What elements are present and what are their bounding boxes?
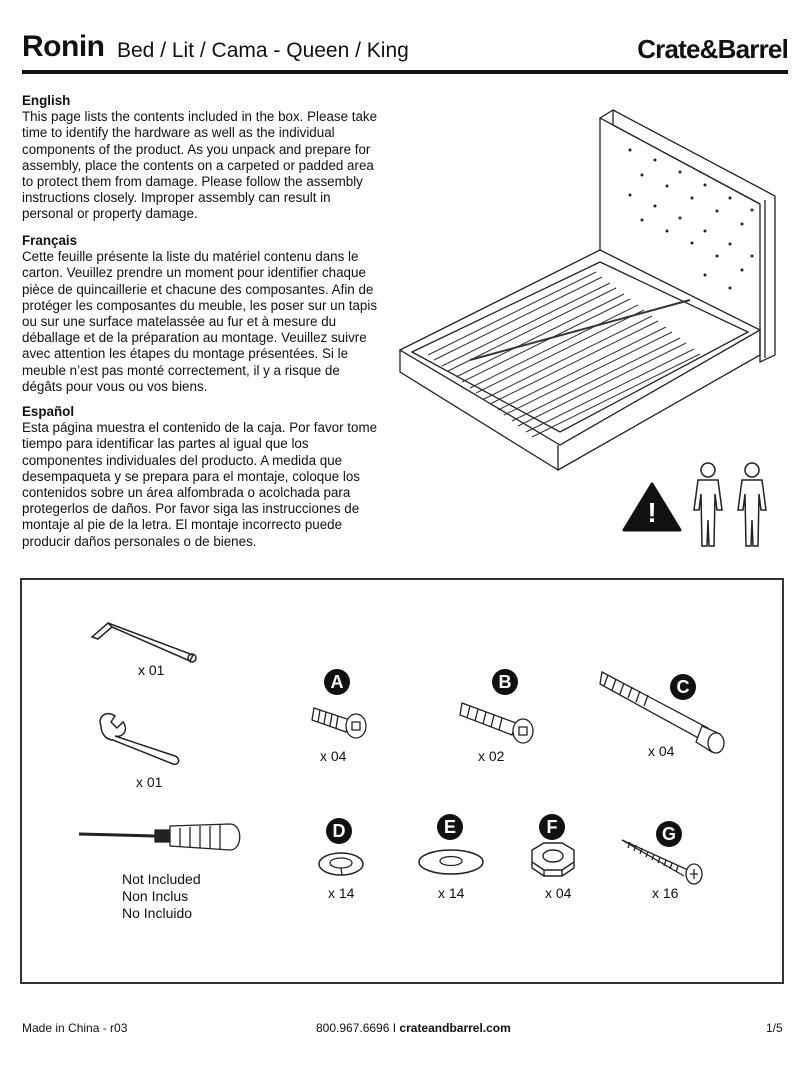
wrench-icon: [95, 710, 185, 765]
not-included-en: Not Included: [122, 871, 201, 887]
wrench-qty: x 01: [136, 774, 163, 790]
screwdriver-icon: [75, 812, 245, 862]
allen-key-icon: [88, 615, 203, 665]
website-link[interactable]: crateandbarrel.com: [399, 1021, 511, 1035]
part-a-qty: x 04: [320, 748, 347, 764]
bolt-a-icon: [310, 700, 370, 740]
page-number: 1/5: [766, 1021, 783, 1035]
not-included-fr: Non Inclus: [122, 888, 189, 904]
part-a-badge: A: [324, 669, 350, 695]
french-body: Cette feuille présente la liste du matériel contenu dans le carton. Veuillez prendre un moment pour identifier chaque pièce de quincaillerie et chacune des composantes. Afin de protéger les composantes du meuble, les poser sur un tapis ou sur une surface matelassée au fur et à mesure du déballage et de la préparation au montage. Veuillez suivre avec attention les étapes du montage présentées. Si le meuble n’est pas monté correctement, il y a risque de dégâts pour vous ou vos biens.: [22, 249, 378, 394]
part-e-badge: E: [437, 814, 463, 840]
english-body: This page lists the contents included in the box. Please take time to identify the hardware as well as the individual components of the product. As you unpack and prepare for assembly, place the contents on a carpeted or padded area to protect them from damage. Please follow the assembly instructions closely. Improper assembly can result in personal or property damage.: [22, 109, 378, 222]
part-d-badge: D: [326, 818, 352, 844]
french-heading: Français: [22, 233, 78, 248]
contact-line: [316, 1021, 511, 1035]
brand-logo: Crate&Barrel: [637, 34, 788, 64]
flat-washer-icon: [416, 847, 486, 877]
part-f-badge: F: [539, 814, 565, 840]
not-included-es: No Incluido: [122, 905, 193, 921]
english-heading: English: [22, 93, 71, 108]
part-f-qty: x 04: [545, 885, 572, 901]
phone-number: 800.967.6696 I: [316, 1021, 400, 1035]
part-d-qty: x 14: [328, 885, 355, 901]
two-person-icon: [690, 458, 780, 553]
hex-nut-icon: [524, 840, 580, 880]
part-e-qty: x 14: [438, 885, 465, 901]
allen-key-qty: x 01: [138, 662, 165, 678]
wood-screw-icon: [618, 836, 708, 886]
bolt-b-icon: [458, 697, 538, 747]
lock-washer-icon: [316, 850, 366, 878]
product-name: Ronin: [22, 30, 105, 63]
screwdriver-note: [122, 871, 201, 922]
part-g-badge: G: [656, 821, 682, 847]
part-c-badge: C: [670, 674, 696, 700]
product-subtitle: Bed / Lit / Cama - Queen / King: [117, 39, 409, 62]
part-b-badge: B: [492, 669, 518, 695]
part-g-qty: x 16: [652, 885, 679, 901]
part-b-qty: x 02: [478, 748, 505, 764]
made-in-label: Made in China - r03: [22, 1021, 128, 1035]
spanish-heading: Español: [22, 404, 75, 419]
part-c-qty: x 04: [648, 743, 675, 759]
spanish-body: Esta página muestra el contenido de la caja. Por favor tome tiempo para identificar las partes al igual que los componentes individuales del producto. A medida que desempaqueta y se prepara para el montaje, coloque los contenidos sobre un área alfombrada o acolchada para protegerlos de daños. Por favor siga las instrucciones de montaje al pie de la letra. El montaje incorrecto puede producir daños personales o de bienes.: [22, 420, 378, 549]
warning-symbol: !: [647, 497, 657, 528]
